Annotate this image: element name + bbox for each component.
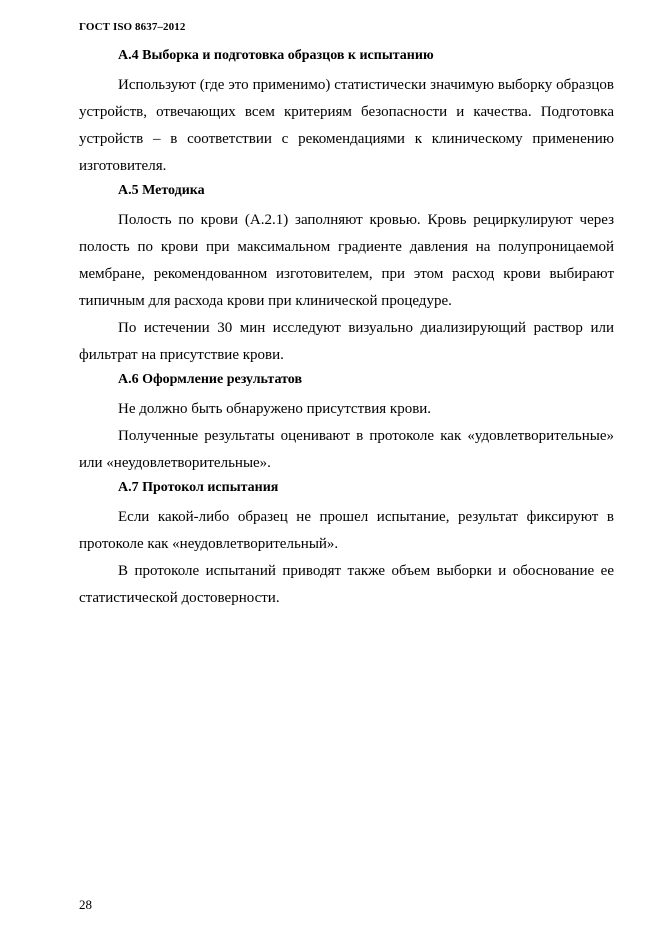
paragraph: В протоколе испытаний приводят также объем выборки и обоснование ее статистической достоверности. [79,563,614,606]
paragraph: По истечении 30 мин исследуют визуально диализирующий раствор или фильтрат на присутствие крови. [79,320,614,363]
document-body [79,45,614,612]
section-a5 [79,180,614,369]
page-number: 28 [79,897,92,912]
section-a4 [79,45,614,180]
paragraph: Используют (где это применимо) статистически значимую выборку образцов устройств, отвечающих всем критериям безопасности и качества. Подготовка устройств – в соответствии с рекомендациями к клиническому применению изготовителя. [79,77,614,174]
section-heading: A.6 Оформление результатов [118,372,303,387]
section-a7 [79,477,614,612]
section-heading: A.4 Выборка и подготовка образцов к испытанию [118,48,434,63]
document-header: ГОСТ ISO 8637–2012 [79,21,186,33]
paragraph: Полость по крови (А.2.1) заполняют кровью. Кровь рециркулируют через полость по крови при максимальном градиенте давления на полупроницаемой мембране, рекомендованном изготовителем, при этом расход крови выбирают типичным для расхода крови при клинической процедуре. [79,212,614,309]
paragraph: Полученные результаты оценивают в протоколе как «удовлетворительные» или «неудовлетворительные». [79,428,614,471]
section-heading: A.7 Протокол испытания [118,480,279,495]
paragraph: Если какой-либо образец не прошел испытание, результат фиксируют в протоколе как «неудовлетворительный». [79,509,614,552]
section-a6 [79,369,614,477]
paragraph: Не должно быть обнаружено присутствия крови. [118,401,432,417]
section-heading: A.5 Методика [118,183,205,198]
